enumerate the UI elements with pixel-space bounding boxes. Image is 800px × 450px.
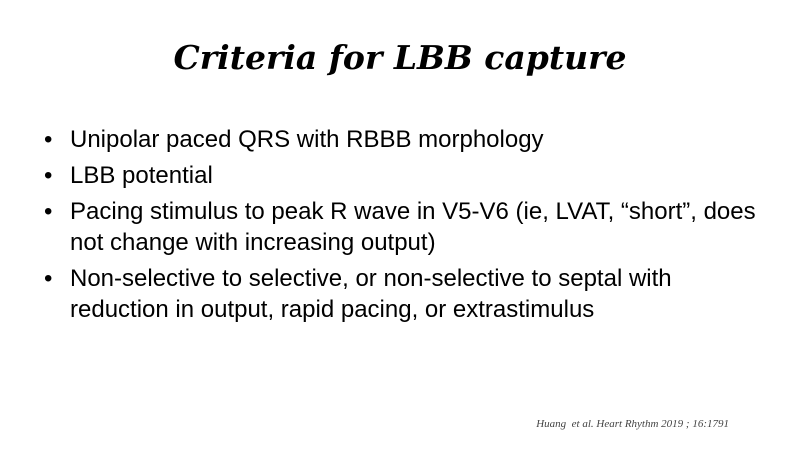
bullet-dot-icon: •	[44, 198, 53, 225]
bullet-dot-icon: •	[44, 162, 53, 189]
bullet-item	[44, 196, 764, 258]
bullet-item	[44, 124, 764, 155]
slide-title: Criteria for LBB capture	[173, 38, 627, 77]
bullet-text: Pacing stimulus to peak R wave in V5-V6 (ie, LVAT, “short”, does not change with increasing output)	[70, 198, 756, 256]
bullet-dot-icon: •	[44, 126, 53, 153]
bullet-text: LBB potential	[70, 162, 213, 189]
bullet-text: Non-selective to selective, or non-selective to septal with reduction in output, rapid pacing, or extrastimulus	[70, 265, 672, 323]
bullet-item	[44, 160, 764, 191]
bullet-dot-icon: •	[44, 265, 53, 292]
citation-reference: Huang et al. Heart Rhythm 2019 ; 16:1791	[536, 418, 729, 430]
bullet-item	[44, 263, 764, 325]
bullet-list	[44, 124, 764, 330]
bullet-text: Unipolar paced QRS with RBBB morphology	[70, 126, 544, 153]
